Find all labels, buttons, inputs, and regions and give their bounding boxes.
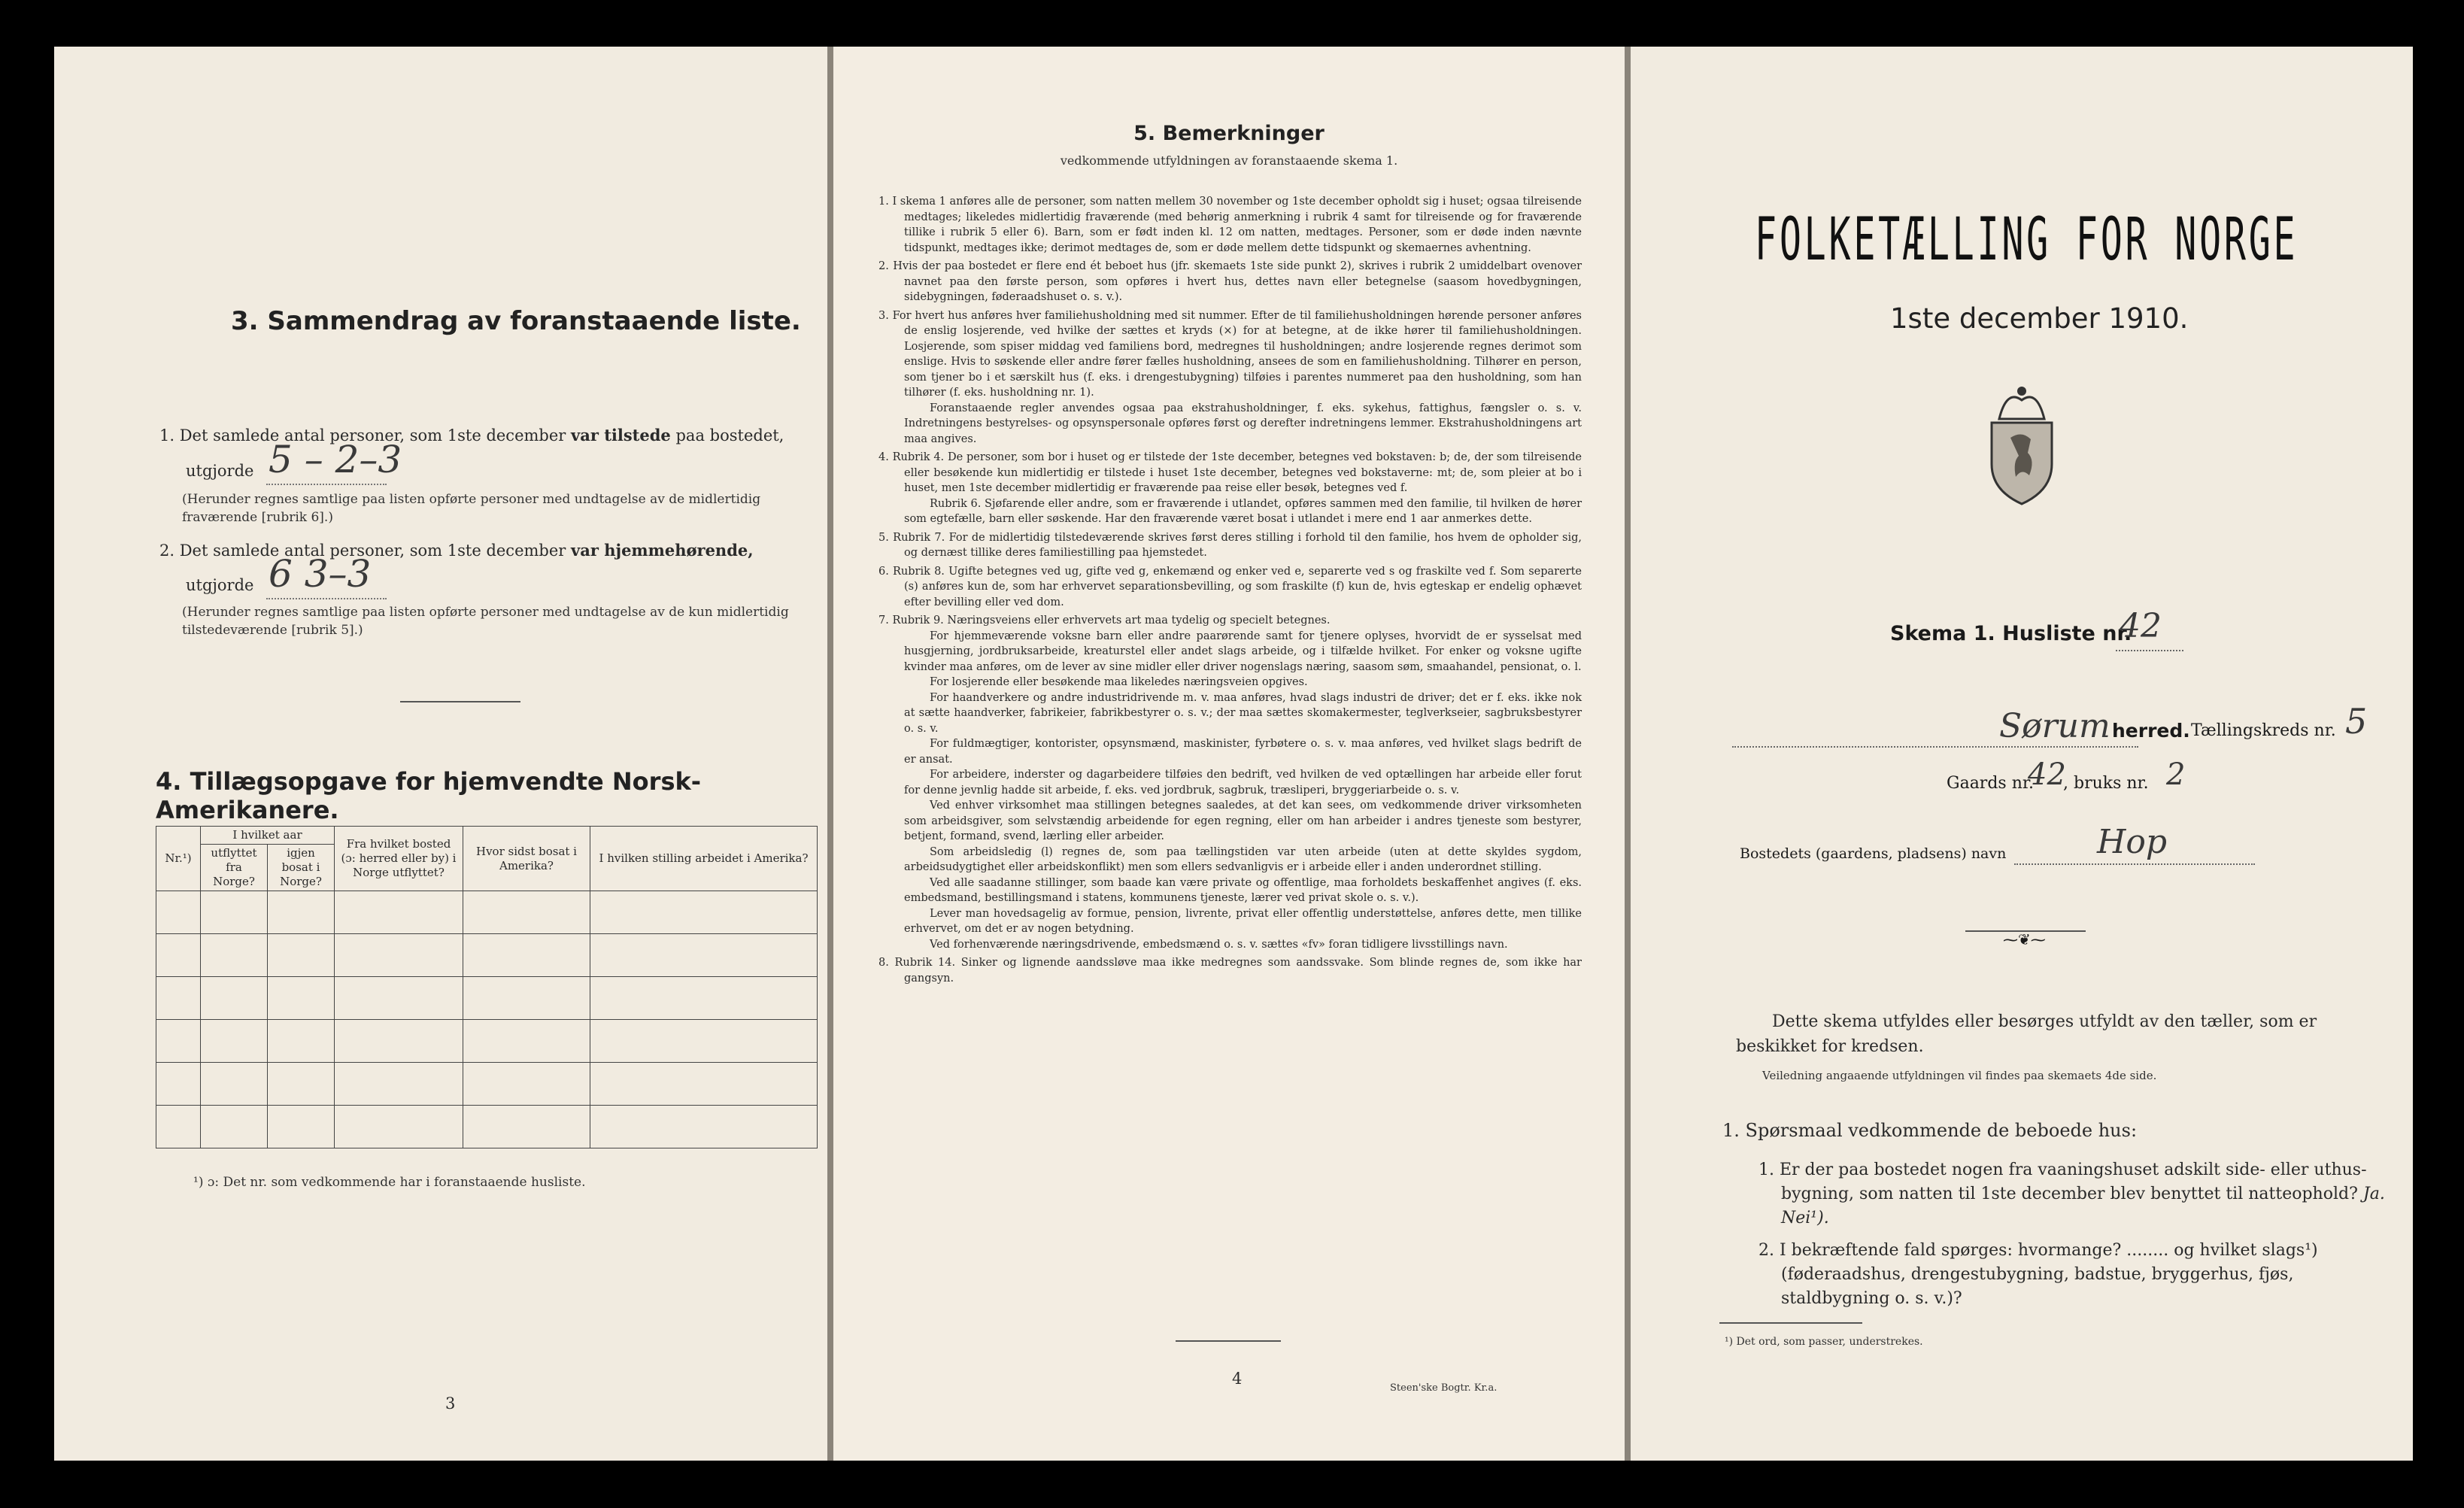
divider bbox=[400, 701, 520, 702]
guide-note: Veiledning angaaende utfyldningen vil findes paa skemaets 4de side. bbox=[1762, 1069, 2157, 1082]
remark-paragraph: Ved forhenværende næringsdrivende, embedsmænd o. s. v. sættes «fv» foran tidligere livsstillings navn. bbox=[930, 938, 1508, 951]
census-date: 1ste december 1910. bbox=[1890, 302, 2189, 335]
remark-paragraph: Ved alle saadanne stillinger, som baade kan være private og offentlige, maa forholdets beskaffenhet angives (f. eks. embedsmand, bestillingsmand i statens, kommunens tjeneste, lærer ved privat skole o. s. v.). bbox=[904, 876, 1582, 904]
census-title: FOLKETÆLLING FOR NORGE bbox=[1755, 206, 2299, 274]
herred-name: Sørum bbox=[1999, 707, 2110, 745]
remark-paragraph: For arbeidere, inderster og dagarbeidere tilføies den bedrift, ved hvilken de ved optællingen har arbeide eller forut for denne jevnlig hadde sit arbeide, f. eks. ved jordbruk, sagbruk, træsliperi, bryggeriarbeide o. s. v. bbox=[904, 769, 1582, 796]
table-row bbox=[156, 1063, 818, 1106]
bruks-label: , bruks nr. bbox=[2063, 774, 2149, 793]
husliste-nr: 42 bbox=[2120, 607, 2162, 645]
remark-paragraph: Rubrik 6. Sjøfarende eller andre, som er fraværende i utlandet, opføres sammen med den familie, til hvilken de hører som egtefælle, barn eller søskende. Har den fraværende været bosat i utlandet i mere end 1 aar anmerkes dette. bbox=[904, 497, 1582, 525]
page-gutter bbox=[1625, 47, 1631, 1461]
fill-line bbox=[266, 597, 387, 599]
instructions: Dette skema utfyldes eller besørges utfyldt av den tæller, som er beskikket for kredsen. bbox=[1736, 1012, 2317, 1056]
middle-page bbox=[833, 47, 1625, 1461]
divider bbox=[1176, 1340, 1281, 1342]
summary-item-1-label: utgjorde bbox=[186, 462, 254, 480]
remark-paragraph: Som arbeidsledig (l) regnes de, som paa tællingstiden var uten arbeide (uten at dette skyldes sygdom, arbeidsudygtighet eller arbeidskonflikt) men som ellers sedvanligvis er i arbeide eller i anden underordnet stilling. bbox=[904, 845, 1582, 873]
page-gutter bbox=[827, 47, 833, 1461]
table-footnote: ¹) ɔ: Det nr. som vedkommende har i foranstaaende husliste. bbox=[193, 1175, 586, 1190]
fill-line bbox=[1732, 746, 2138, 748]
remark-paragraph: For losjerende eller besøkende maa likeledes næringsveien opgives. bbox=[930, 676, 1308, 688]
question-1: 1. Er der paa bostedet nogen fra vaaningshuset adskilt side- eller uthus-bygning, som natten til 1ste december blev benyttet til natteophold? Ja. Nei¹). bbox=[1758, 1161, 2385, 1227]
table-row bbox=[156, 891, 818, 934]
remark-paragraph: 8. Rubrik 14. Sinker og lignende aandssløve maa ikke medregnes som aandssvake. Som blinde regnes de, som ikke har gangsyn. bbox=[878, 957, 1582, 985]
ornament-icon: ⁓❦⁓ bbox=[2003, 930, 2046, 948]
kreds-nr: 5 bbox=[2345, 701, 2368, 742]
table-row bbox=[156, 934, 818, 977]
gaards-label: Gaards nr. bbox=[1947, 774, 2034, 793]
remark-paragraph: 1. I skema 1 anføres alle de personer, som natten mellem 30 november og 1ste december opholdt sig i huset; ogsaa tilreisende medtages; likeledes midlertidig fraværende (med behørig anmerkning i rubrik 4 samt for tilreisende og for fraværende tillike i rubrik 5 eller 6). Barn, som er født inden kl. 12 om natten, medtages. Personer, som er døde inden nævnte tidspunkt, medtages ikke; derimot medtages de, som er døde mellem dette tidspunkt og skemaernes avhentning. bbox=[878, 196, 1582, 254]
col-group-year: I hvilket aar bbox=[201, 827, 335, 845]
remark-paragraph: 6. Rubrik 8. Ugifte betegnes ved ug, gifte ved g, enkemænd og enker ved e, separerte ved s og fraskilte ved f. Som separerte (s) anføres kun de, som har erhvervet separationsbevilling, og som fraskilte (f) kun de, hvis egteskap er endelig ophævet efter bevilling eller ved dom. bbox=[878, 565, 1582, 608]
right-page bbox=[1631, 47, 2413, 1461]
summary-item-1: 1. Det samlede antal personer, som 1ste december var tilstede paa bostedet, bbox=[159, 426, 784, 445]
summary-item-1-note: (Herunder regnes samtlige paa listen opførte personer med undtagelse av de midlertidig fraværende [rubrik 6].) bbox=[182, 492, 761, 525]
answer-options: Ja. Nei¹). bbox=[1781, 1185, 2385, 1227]
table-row bbox=[156, 977, 818, 1020]
remark-paragraph: Ved enhver virksomhet maa stillingen betegnes saaledes, at det kan sees, om vedkommende driver virksomheten som arbeidsgiver, som selvstændig arbeidende for egen regning, eller om han arbeider i andres tjeneste som bestyrer, betjent, formand, svend, lærling eller arbeider. bbox=[904, 800, 1582, 842]
question-2: 2. I bekræftende fald spørges: hvormange? ........ og hvilket slags¹) (føderaadshus, drengestubygning, badstue, bryggerhus, fjøs, staldbygning o. s. v.)? bbox=[1758, 1241, 2318, 1308]
summary-item-2-note: (Herunder regnes samtlige paa listen opførte personer med undtagelse av de kun midlertidig tilstedeværende [rubrik 5].) bbox=[182, 605, 789, 638]
summary-item-2-label: utgjorde bbox=[186, 576, 254, 594]
coat-of-arms-icon bbox=[1977, 378, 2067, 509]
remark-paragraph: 4. Rubrik 4. De personer, som bor i huset og er tilstede der 1ste december, betegnes ved bokstaven: b; de, der som tilreisende eller besøkende kun midlertidig er tilstede i huset 1ste december, betegnes ved bokstaverne: mt; de, som pleier at bo i huset, men 1ste december midlertidig er fraværende paa reise eller besøk, betegnes ved f. bbox=[878, 451, 1582, 494]
questions-heading: 1. Spørsmaal vedkommende de beboede hus: bbox=[1722, 1120, 2138, 1141]
summary-item-2: 2. Det samlede antal personer, som 1ste december var hjemmehørende, bbox=[159, 541, 754, 560]
handwritten-count-present: 5 – 2–3 bbox=[269, 438, 402, 481]
skema-label: Skema 1. Husliste nr. bbox=[1890, 622, 2132, 645]
remark-paragraph: 3. For hvert hus anføres hver familiehusholdning med sit nummer. Efter de til familiehusholdningen hørende personer anføres de enslig losjerende, ved hvilke der sættes et kryds (×) for at betegne, at de ikke hører til familiehusholdningen. Losjerende, som spiser middag ved familiens bord, medregnes til husholdningen; andre losjerende regnes derimot som enslige. Hvis to søskende eller andre fører fælles husholdning, ansees de som en familiehusholdning. Tilhører en person, som tjener bo i et særskilt hus (f. eks. i drengestubygning) tilføies i parentes nummeret paa den husholdning, som han tilhører (f. eks. husholdning nr. 1). bbox=[878, 309, 1582, 399]
remark-paragraph: 7. Rubrik 9. Næringsveiens eller erhvervets art maa tydelig og specielt betegnes. bbox=[878, 614, 1331, 627]
col-fra-bosted: Fra hvilket bosted (ɔ: herred eller by) i Norge utflyttet? bbox=[335, 827, 463, 891]
table-row bbox=[156, 1106, 818, 1148]
fill-line bbox=[2116, 650, 2183, 651]
remark-paragraph: 5. Rubrik 7. For de midlertidig tilstedeværende skrives først deres stilling i forhold til den familie, hos hvem de opholder sig, og dernæst tillike deres familiestilling paa hjemstedet. bbox=[878, 531, 1582, 559]
remarks-subtitle: vedkommende utfyldningen av foranstaaende skema 1. bbox=[1060, 153, 1398, 168]
right-footnote: ¹) Det ord, som passer, understrekes. bbox=[1725, 1336, 1923, 1348]
bruks-nr: 2 bbox=[2166, 757, 2186, 792]
table-row bbox=[156, 1020, 818, 1063]
bosted-label: Bostedets (gaardens, pladsens) navn bbox=[1740, 845, 2007, 862]
col-hvor-bosat: Hvor sidst bosat i Amerika? bbox=[463, 827, 590, 891]
handwritten-count-resident: 6 3–3 bbox=[269, 552, 372, 596]
bosted-name: Hop bbox=[2097, 823, 2168, 861]
gaards-nr: 42 bbox=[2028, 757, 2066, 792]
fill-line bbox=[266, 483, 387, 485]
printer-mark: Steen'ske Bogtr. Kr.a. bbox=[1390, 1382, 1498, 1394]
section3-title: 3. Sammendrag av foranstaaende liste. bbox=[231, 306, 801, 336]
norsk-amerikanere-table bbox=[156, 826, 818, 1148]
page-number: 3 bbox=[445, 1394, 456, 1412]
remark-paragraph: For hjemmeværende voksne barn eller andre paarørende samt for tjenere oplyses, hvorvidt de er sysselsat med husgjerning, jordbruksarbeide, kreaturstel eller andet slags arbeide, og i tilfælde hvilket. For enker og voksne ugifte kvinder maa anføres, om de lever av sine midler eller driver nogenslags næring, saasom søm, smaahandel, pensionat, o. l. bbox=[904, 630, 1582, 673]
col-stilling: I hvilken stilling arbeidet i Amerika? bbox=[590, 827, 818, 891]
kreds-label: Tællingskreds nr. bbox=[2191, 721, 2336, 740]
col-utflyttet: utflyttet fra Norge? bbox=[201, 845, 268, 891]
fill-line bbox=[2014, 863, 2255, 865]
remarks-title: 5. Bemerkninger bbox=[1133, 122, 1325, 145]
left-page bbox=[54, 47, 827, 1461]
remarks-body bbox=[878, 191, 1582, 986]
remark-paragraph: 2. Hvis der paa bostedet er flere end ét beboet hus (jfr. skemaets 1ste side punkt 2), skrives i rubrik 2 umiddelbart ovenover navnet paa den første person, som opføres i hvert hus, dettes navn eller betegnelse (saasom hovedbygningen, sidebygningen, føderaadshuset o. s. v.). bbox=[878, 260, 1582, 303]
divider bbox=[1719, 1322, 1862, 1324]
page-number: 4 bbox=[1232, 1370, 1243, 1388]
col-nr: Nr.¹) bbox=[156, 827, 201, 891]
remark-paragraph: For haandverkere og andre industridrivende m. v. maa anføres, hvad slags industri de driver; det er f. eks. ikke nok at sætte haandverker, fabrikeier, fabrikbestyrer o. s. v.; der maa sættes skomakermester, teglverkseier, sagbruksbestyrer o. s. v. bbox=[904, 691, 1582, 735]
remark-paragraph: Foranstaaende regler anvendes ogsaa paa ekstrahusholdninger, f. eks. sykehus, fattighus, fængsler o. s. v. Indretningens bestyrelses- og opsynspersonale opføres først og derefter indretningens lemmer. Ekstrahusholdningens art maa angives. bbox=[904, 402, 1582, 445]
remark-paragraph: For fuldmægtiger, kontorister, opsynsmænd, maskinister, fyrbøtere o. s. v. maa anføres, ved hvilket slags bedrift de er ansat. bbox=[904, 738, 1582, 766]
col-igjen-bosat: igjen bosat i Norge? bbox=[268, 845, 335, 891]
remark-paragraph: Lever man hovedsagelig av formue, pension, livrente, privat eller offentlig understøttelse, anføres dette, men tillike erhvervet, om det er av nogen betydning. bbox=[904, 907, 1582, 935]
section4-title: 4. Tillægsopgave for hjemvendte Norsk-Amerikanere. bbox=[156, 767, 702, 824]
herred-label: herred. bbox=[2112, 720, 2190, 742]
